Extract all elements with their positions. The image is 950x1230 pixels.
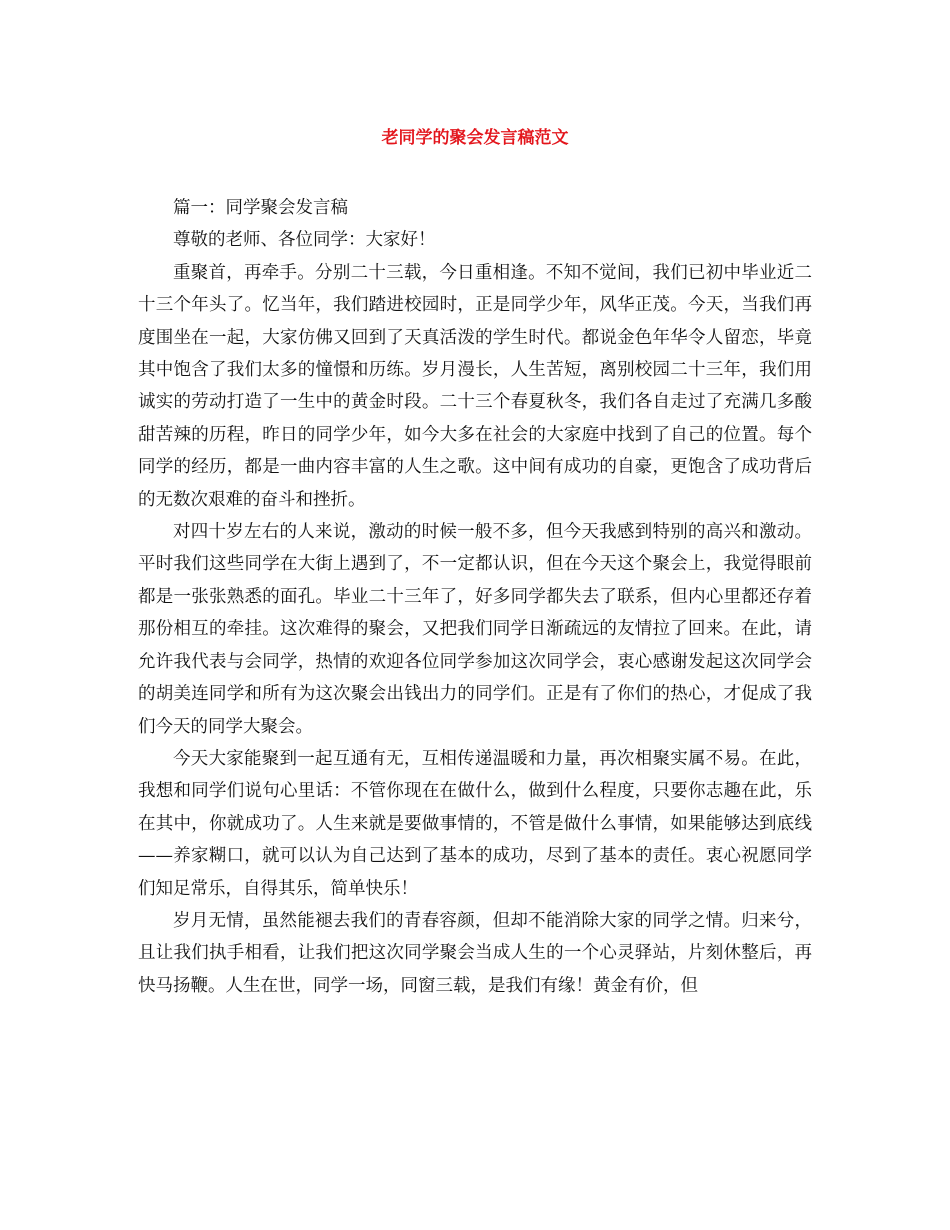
document-body [138,192,812,1002]
paragraph: 对四十岁左右的人来说，激动的时候一般不多，但今天我感到特别的高兴和激动。平时我们这些同学在大街上遇到了，不一定都认识，但在今天这个聚会上，我觉得眼前都是一张张熟悉的面孔。毕业二十三年了，好多同学都失去了联系，但内心里都还存着那份相互的牵挂。这次难得的聚会，又把我们同学日渐疏远的友情拉了回来。在此，请允许我代表与会同学，热情的欢迎各位同学参加这次同学会，衷心感谢发起这次同学会的胡美连同学和所有为这次聚会出钱出力的同学们。正是有了你们的热心，才促成了我们今天的同学大聚会。 [138,522,812,737]
paragraph: 岁月无情，虽然能褪去我们的青春容颜，但却不能消除大家的同学之情。归来兮，且让我们执手相看，让我们把这次同学聚会当成人生的一个心灵驿站，片刻休整后，再快马扬鞭。人生在世，同学一场，同窗三载，是我们有缘！黄金有价，但 [138,910,812,996]
document-title: 老同学的聚会发言稿范文 [381,128,569,148]
paragraph: 重聚首，再牵手。分别二十三载，今日重相逢。不知不觉间，我们已初中毕业近二十三个年头了。忆当年，我们踏进校园时，正是同学少年，风华正茂。今天，当我们再度围坐在一起，大家仿佛又回到了天真活泼的学生时代。都说金色年华令人留恋，毕竟其中饱含了我们太多的憧憬和历练。岁月漫长，人生苦短，离别校园二十三年，我们用诚实的劳动打造了一生中的黄金时段。二十三个春夏秋冬，我们各自走过了充满几多酸甜苦辣的历程，昨日的同学少年，如今大多在社会的大家庭中找到了自己的位置。每个同学的经历，都是一曲内容丰富的人生之歌。这中间有成功的自豪，更饱含了成功背后的无数次艰难的奋斗和挫折。 [138,262,812,510]
section-heading: 篇一：同学聚会发言稿 [173,198,348,218]
salutation: 尊敬的老师、各位同学：大家好！ [173,230,436,251]
paragraph: 今天大家能聚到一起互通有无，互相传递温暖和力量，再次相聚实属不易。在此，我想和同学们说句心里话：不管你现在在做什么，做到什么程度，只要你志趣在此，乐在其中，你就成功了。人生来就是要做事情的，不管是做什么事情，如果能够达到底线——养家糊口，就可以认为自己达到了基本的成功，尽到了基本的责任。衷心祝愿同学们知足常乐，自得其乐，简单快乐！ [138,748,812,899]
